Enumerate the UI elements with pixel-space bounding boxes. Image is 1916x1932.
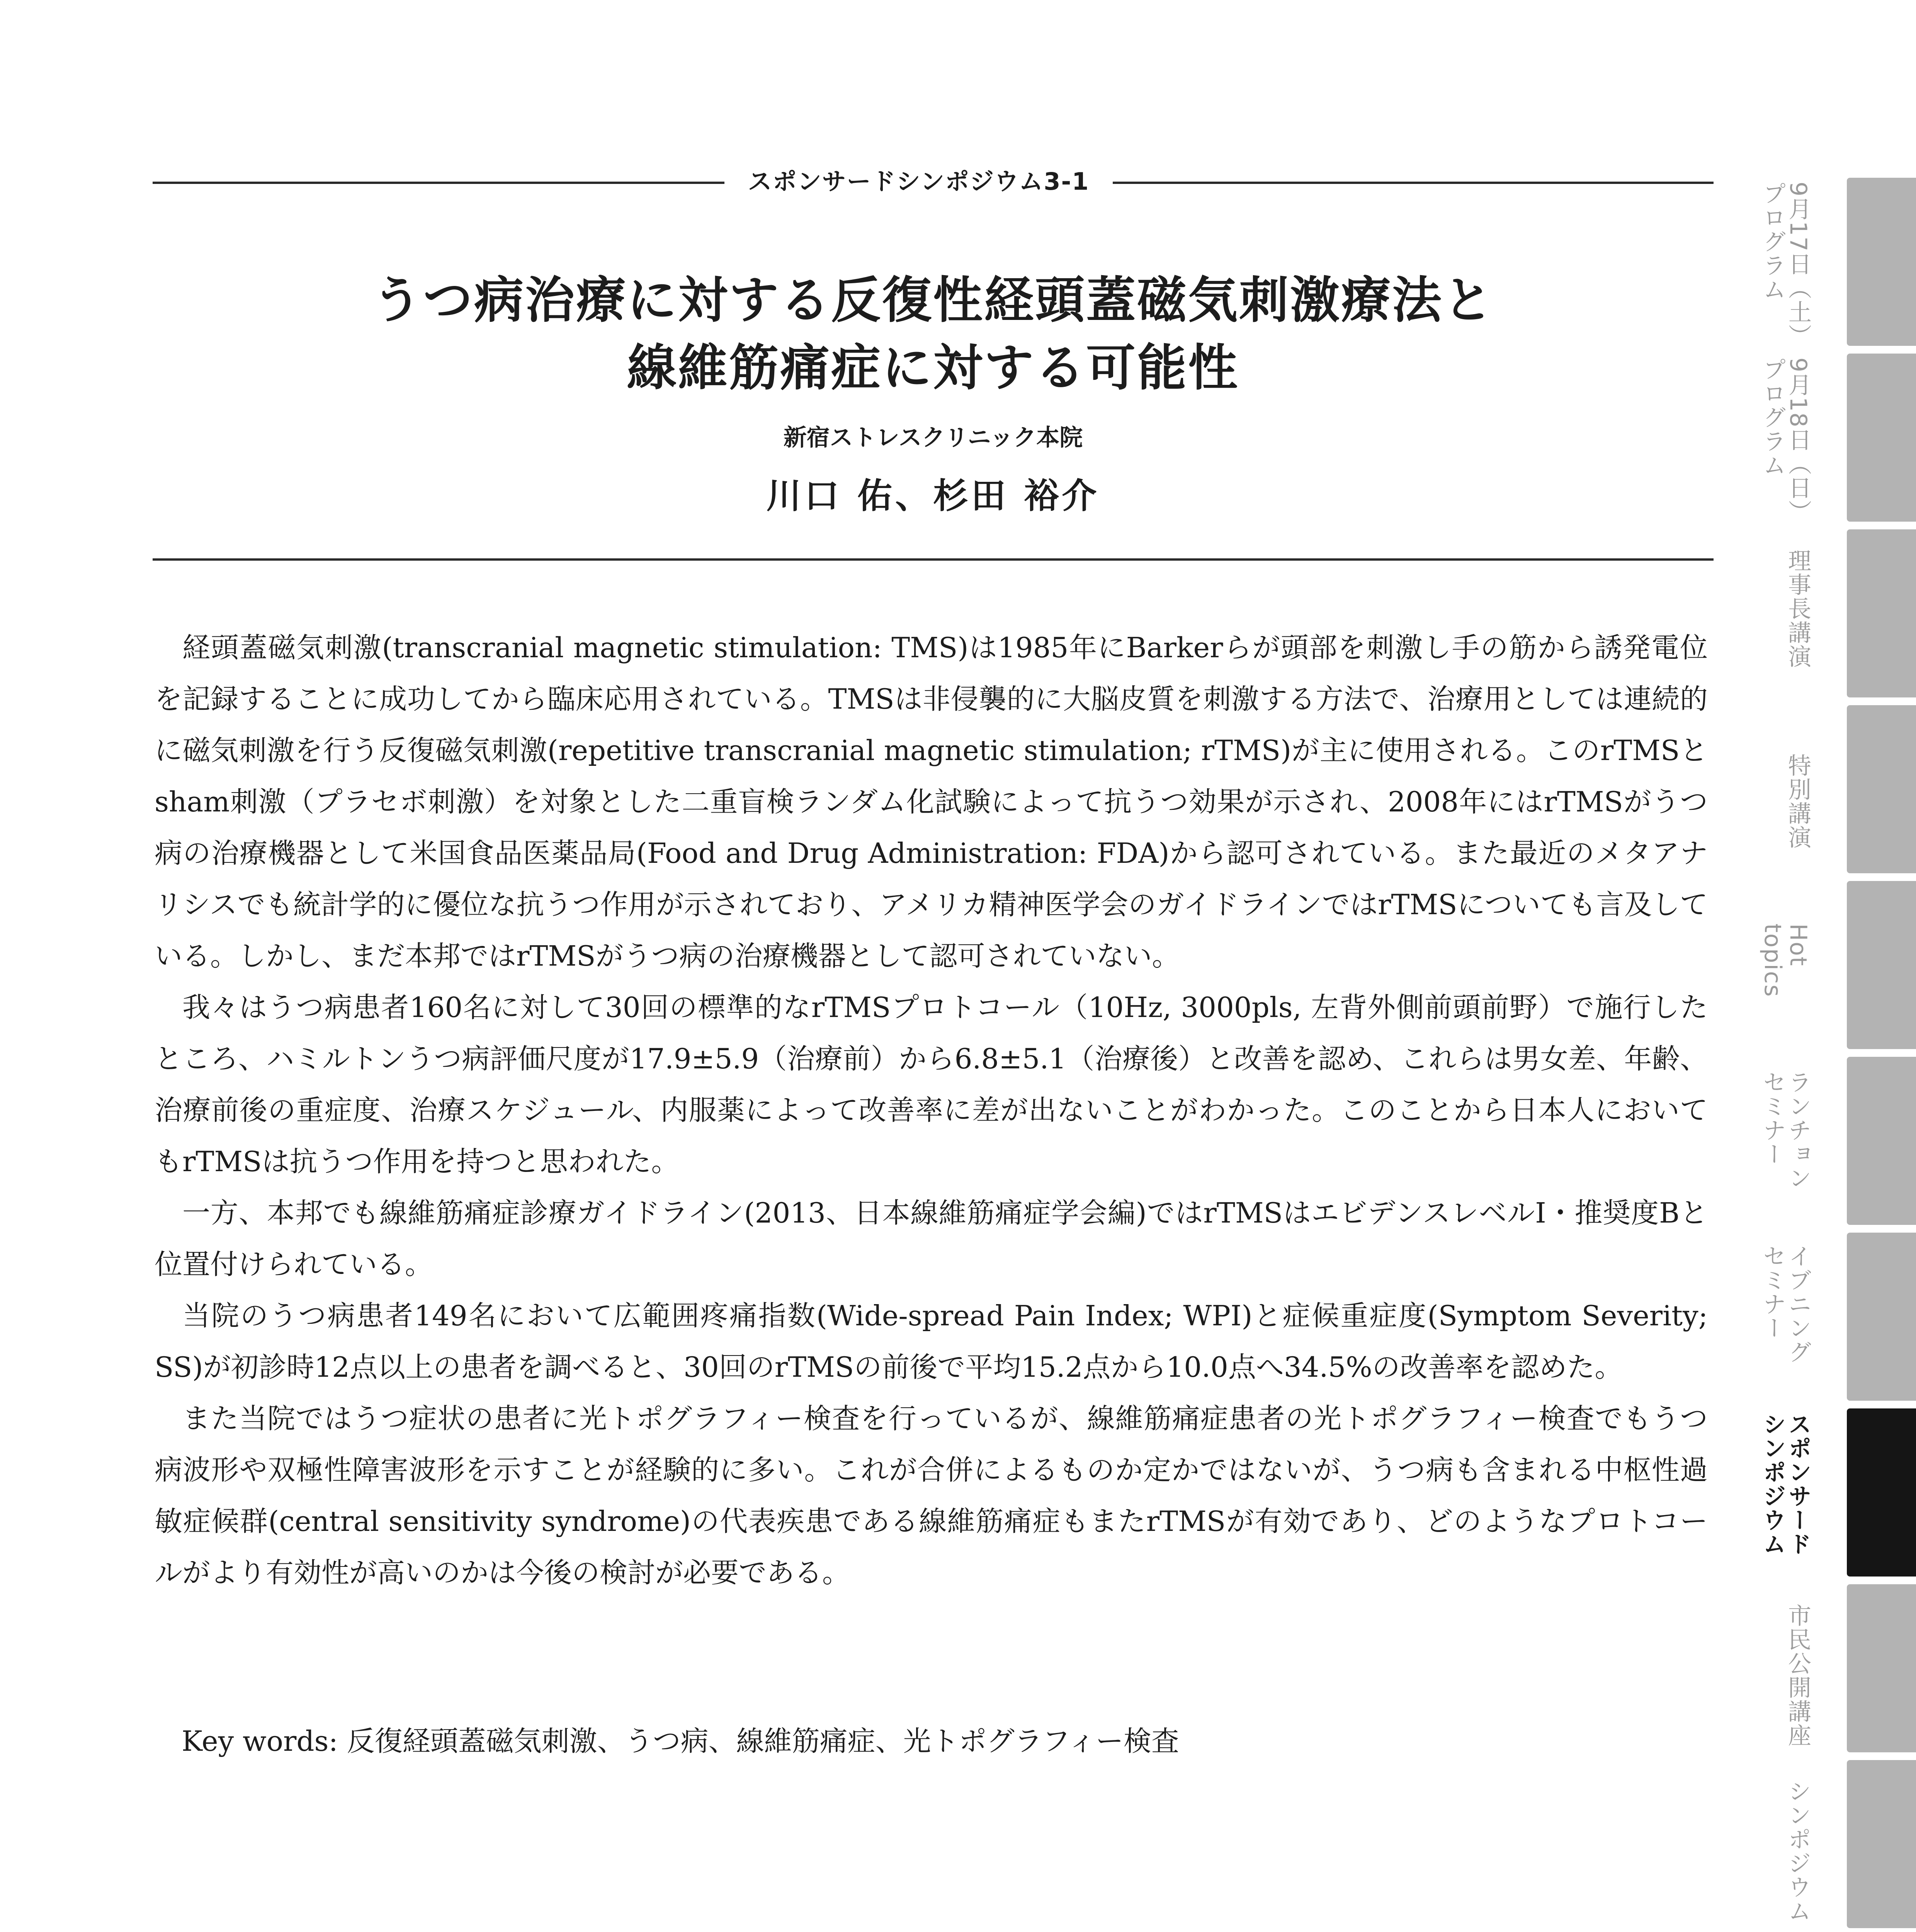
paragraph-5: また当院ではうつ症状の患者に光トポグラフィー検査を行っているが、線維筋痛症患者の光トポグラフィー検査でもうつ病波形や双極性障害波形を示すことが経験的に多い。これが合併によるものか定かではないが、うつ病も含まれる中枢性過敏症候群(central sensitivity syndrome)の代表疾患である線維筋痛症もまたrTMSが有効であり、どのようなプロトコールがより有効性が高いのかは今後の検討が必要である。 xyxy=(155,1402,1708,1589)
title-block xyxy=(153,267,1714,402)
tab-special-lecture xyxy=(1847,705,1916,873)
tab-sponsored-symposium-active xyxy=(1847,1408,1916,1577)
affiliation: 新宿ストレスクリニック本院 xyxy=(783,424,1083,451)
section-label: スポンサードシンポジウム3-1 xyxy=(748,167,1090,196)
tab-public-lecture xyxy=(1847,1584,1916,1752)
keywords: Key words: 反復経頭蓋磁気刺激、うつ病、線維筋痛症、光トポグラフィー検査 xyxy=(182,1725,1179,1757)
tab-symposium xyxy=(1847,1760,1916,1928)
tab-label-sponsored-symposium: スポンサード シンポジウム xyxy=(1759,1412,1812,1556)
tab-chairman-lecture xyxy=(1847,529,1916,697)
tab-label-program-0918: 9月18日（日） プログラム xyxy=(1759,357,1812,524)
paragraph-1: 経頭蓋磁気刺激(transcranial magnetic stimulation: TMS)は1985年にBarkerらが頭部を刺激し手の筋から誘発電位を記録することに成功してから臨床応用されている。TMSは非侵襲的に大脳皮質を刺激する方法で、治療用としては連続的に磁気刺激を行う反復磁気刺激(repetitive transcranial magnetic stimulation; rTMS)が主に使用される。このrTMSとsham刺激（プラセボ刺激）を対象とした二重盲検ランダム化試験によって抗うつ効果が示され、2008年にはrTMSがうつ病の治療機器として米国食品医薬品局(Food and Drug Administration: FDA)から認可されている。また最近のメタアナリシスでも統計学的に優位な抗うつ作用が示されており、アメリカ精神医学会のガイドラインではrTMSについても言及している。しかし、まだ本邦ではrTMSがうつ病の治療機器として認可されていない。 xyxy=(155,631,1708,972)
tab-label-chairman-lecture: 理事長講演 xyxy=(1784,549,1811,668)
tab-luncheon-seminar xyxy=(1847,1057,1916,1225)
tab-label-program-0917: 9月17日（土） プログラム xyxy=(1759,182,1812,348)
title-line-2: 線維筋痛症に対する可能性 xyxy=(627,339,1239,397)
tab-label-luncheon-seminar: ランチョン セミナー xyxy=(1759,1070,1812,1190)
paragraph-2: 我々はうつ病患者160名に対して30回の標準的なrTMSプロトコール（10Hz, 3000pls, 左背外側前頭前野）で施行したところ、ハミルトンうつ病評価尺度が17.9±5.9（治療前）から6.8±5.1（治療後）と改善を認め、これらは男女差、年齢、治療前後の重症度、治療スケジュール、内服薬によって改善率に差が出ないことがわかった。このことから日本人においてもrTMSは抗うつ作用を持つと思われた。 xyxy=(155,991,1708,1178)
header-rule-left xyxy=(153,182,724,184)
tab-evening-seminar xyxy=(1847,1233,1916,1401)
tab-program-0917 xyxy=(1847,178,1916,346)
tab-program-0918 xyxy=(1847,354,1916,522)
paragraph-4: 当院のうつ病患者149名において広範囲疼痛指数(Wide-spread Pain Index; WPI)と症候重症度(Symptom Severity; SS)が初診時12点以上の患者を調べると、30回のrTMSの前後で平均15.2点から10.0点へ34.5%の改善率を認めた。 xyxy=(155,1299,1708,1383)
tab-hot-topics xyxy=(1847,881,1916,1049)
abstract-body xyxy=(155,622,1708,1599)
tab-label-evening-seminar: イブニング セミナー xyxy=(1759,1244,1812,1364)
paragraph-3: 一方、本邦でも線維筋痛症診療ガイドライン(2013、日本線維筋痛症学会編)ではrTMSはエビデンスレベルⅠ・推奨度Bと位置付けられている。 xyxy=(155,1197,1708,1281)
title-line-1: うつ病治療に対する反復性経頭蓋磁気刺激療法と xyxy=(372,271,1494,329)
title-rule xyxy=(153,558,1714,561)
authors: 川口 佑、杉田 裕介 xyxy=(766,475,1100,516)
tab-label-special-lecture: 特別講演 xyxy=(1784,753,1811,849)
tab-label-public-lecture: 市民公開講座 xyxy=(1784,1604,1811,1747)
tab-label-hot-topics: Hot topics xyxy=(1759,923,1812,998)
index-tab-column xyxy=(1759,178,1916,1932)
header-rule-right xyxy=(1113,182,1714,184)
tab-label-symposium: シンポジウム xyxy=(1784,1779,1811,1923)
